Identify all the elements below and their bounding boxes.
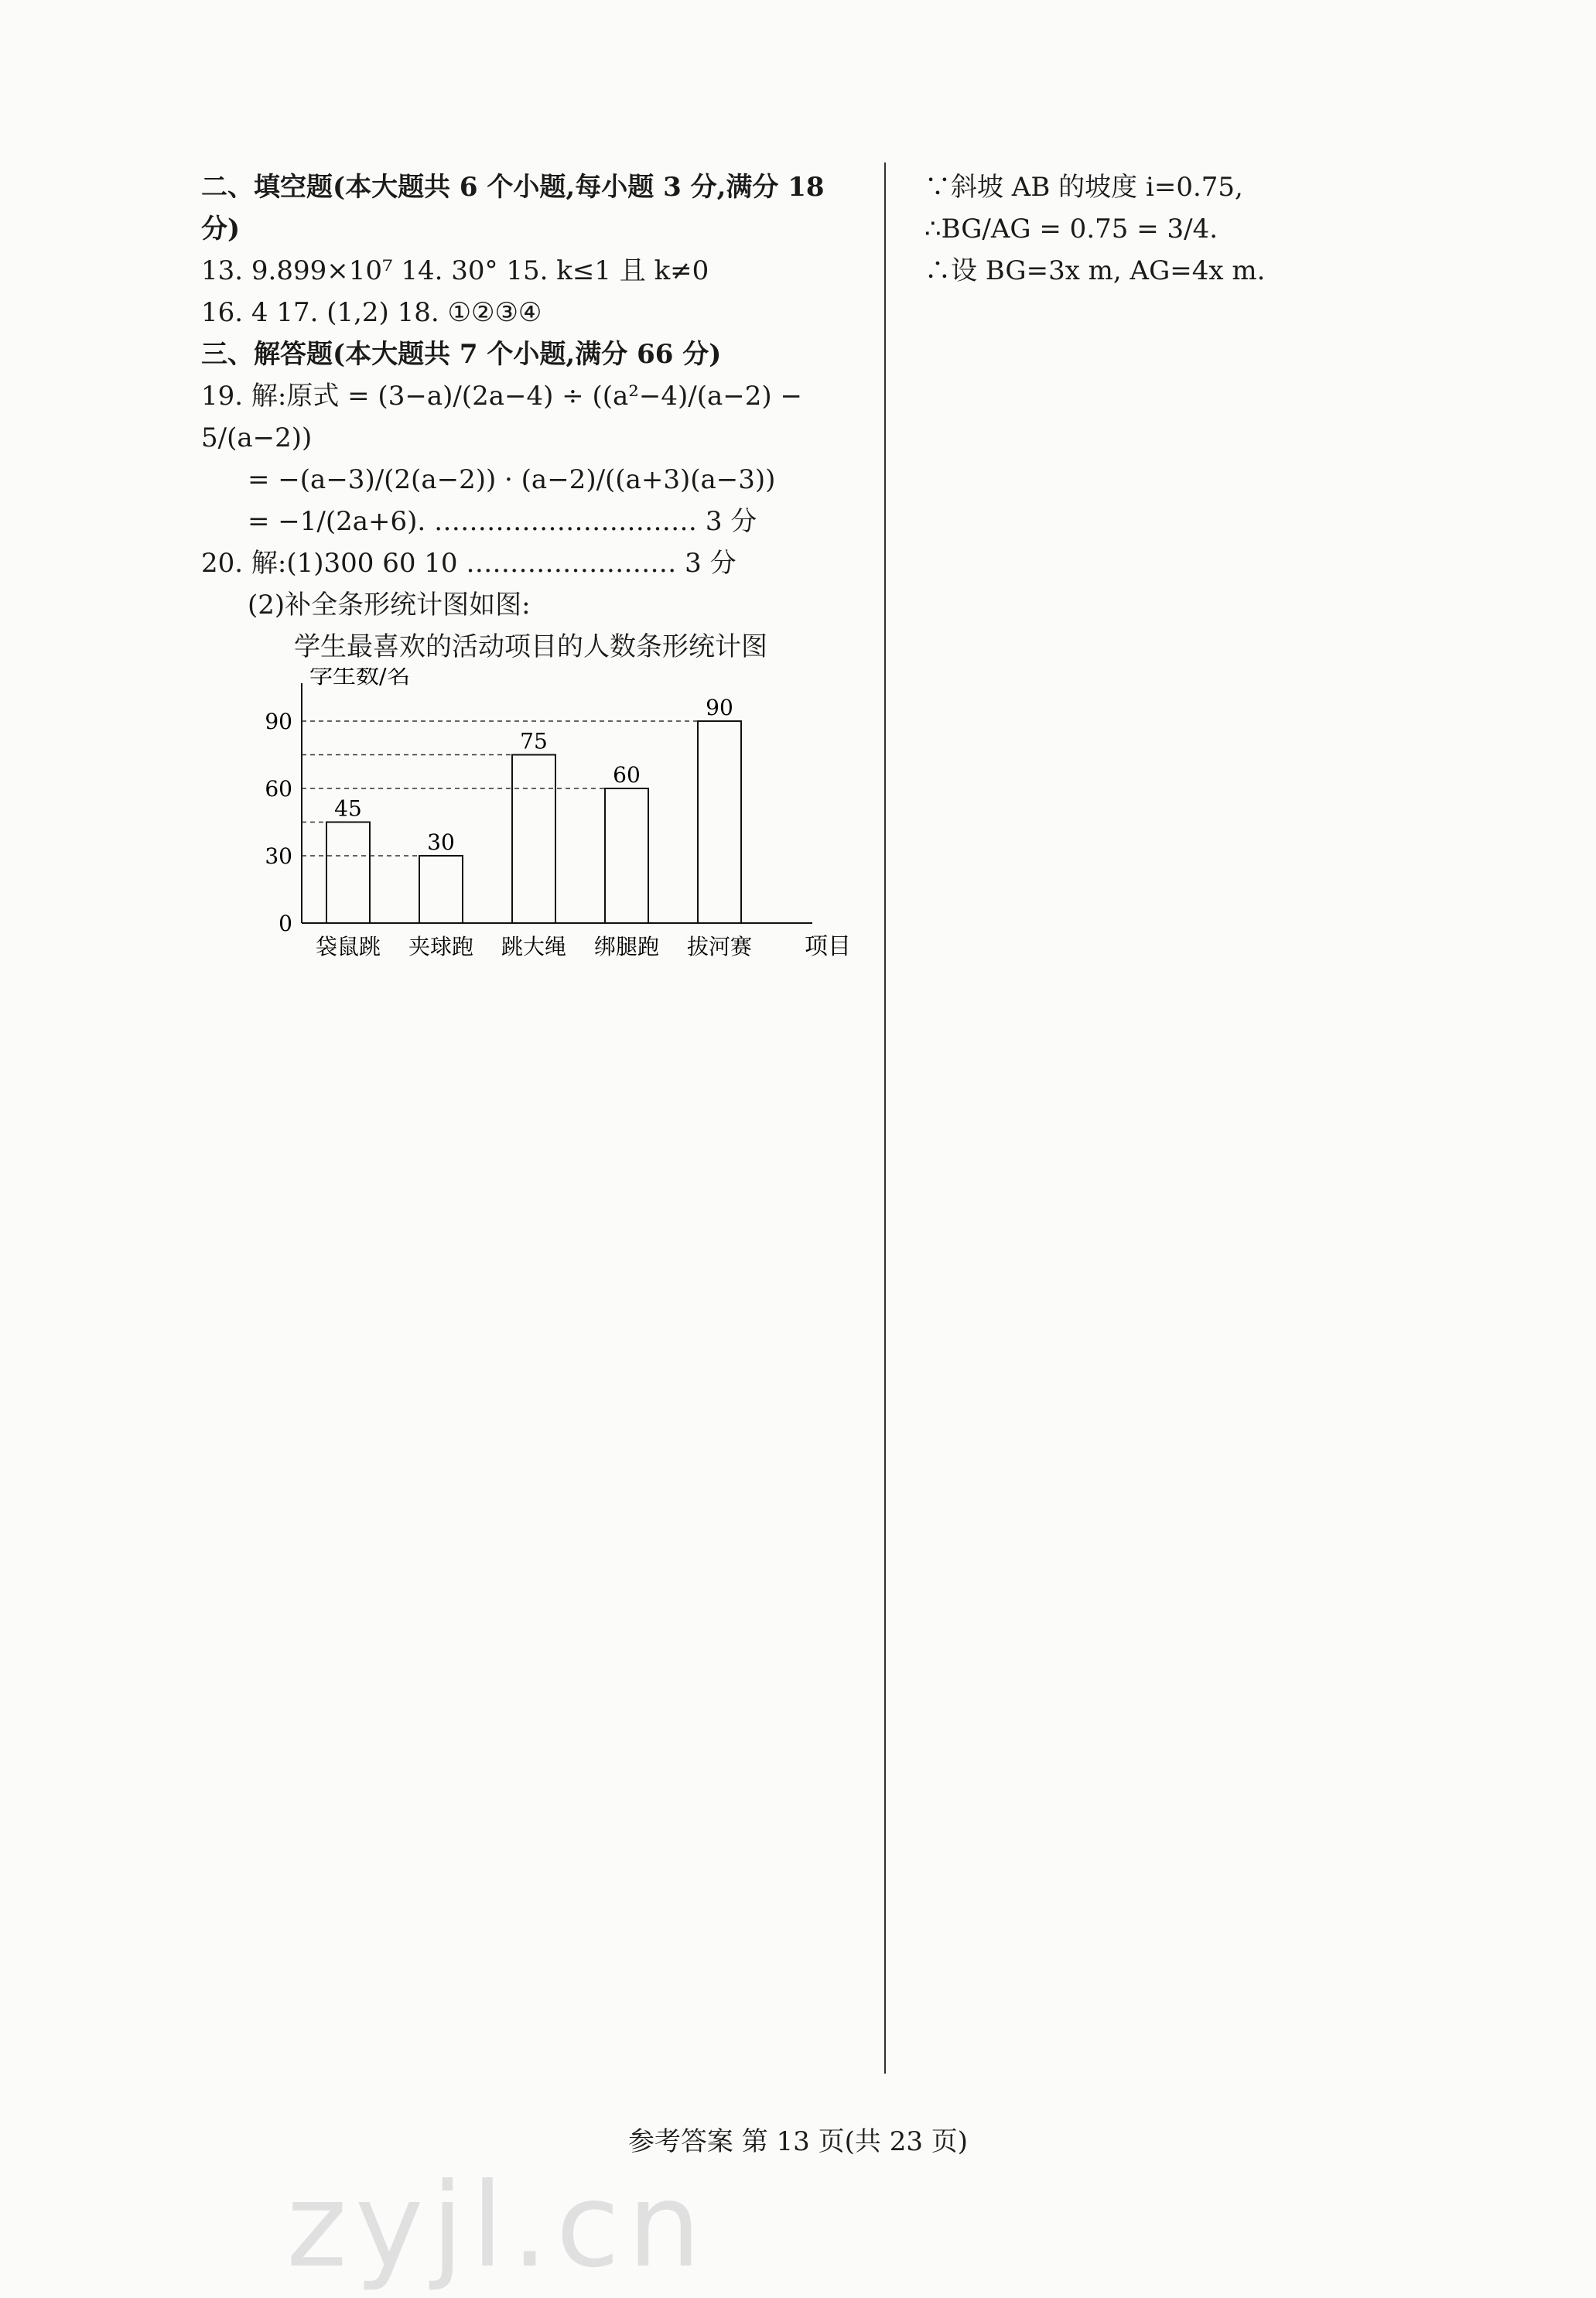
- y-tick-label: 90: [265, 709, 292, 734]
- y-axis-label: 学生数/名: [309, 668, 411, 689]
- category-label: 拔河赛: [686, 934, 753, 959]
- bar: [326, 822, 370, 924]
- category-label: 袋鼠跳: [315, 934, 381, 959]
- bar-value-label: 30: [427, 829, 455, 855]
- watermark: zyjl.cn: [286, 2159, 709, 2293]
- q19-line-2: = −(a−3)/(2(a−2)) · (a−2)/((a+3)(a−3)): [248, 464, 776, 495]
- right-column: [924, 166, 1574, 292]
- bar: [419, 856, 463, 923]
- section2-heading: 二、填空题(本大题共 6 个小题,每小题 3 分,满分 18 分): [201, 172, 825, 245]
- q19-line-1: 19. 解:原式 = (3−a)/(2a−4) ÷ ((a²−4)/(a−2) − 5/(a−2)): [201, 381, 802, 453]
- page-footer: 参考答案 第 13 页(共 23 页): [627, 2126, 969, 2157]
- category-label: 夹球跑: [408, 934, 474, 959]
- answer-line-1: 13. 9.899×10⁷ 14. 30° 15. k≤1 且 k≠0: [201, 255, 709, 286]
- column-divider: [884, 162, 886, 2074]
- q20-line-1: 20. 解:(1)300 60 10 …………………… 3 分: [201, 548, 736, 579]
- category-label: 绑腿跑: [593, 934, 660, 959]
- right-line-3: ∴设 BG=3x m, AG=4x m.: [924, 255, 1266, 286]
- right-line-2: ∴BG/AG = 0.75 = 3/4.: [924, 214, 1218, 245]
- answer-line-2: 16. 4 17. (1,2) 18. ①②③④: [201, 297, 542, 328]
- left-column: [201, 166, 866, 990]
- x-axis-label: 项目: [805, 933, 851, 960]
- y-tick-label: 60: [265, 776, 292, 802]
- right-line-1: ∵斜坡 AB 的坡度 i=0.75,: [924, 172, 1243, 203]
- y-tick-label: 30: [265, 843, 292, 869]
- section3-heading: 三、解答题(本大题共 7 个小题,满分 66 分): [201, 339, 722, 370]
- bar-chart: [201, 668, 866, 977]
- y-tick-label: 0: [279, 911, 292, 936]
- bar: [605, 788, 648, 923]
- bar-value-label: 45: [334, 795, 362, 822]
- bar-value-label: 90: [706, 695, 733, 720]
- bar: [698, 721, 741, 923]
- bar-value-label: 75: [520, 728, 548, 754]
- bar-value-label: 60: [613, 762, 641, 788]
- chart-title: 学生最喜欢的活动项目的人数条形统计图: [294, 631, 767, 662]
- q20-line-2: (2)补全条形统计图如图:: [248, 590, 531, 621]
- category-label: 跳大绳: [501, 934, 567, 959]
- q19-line-3: = −1/(2a+6). ………………………… 3 分: [248, 506, 757, 537]
- bar: [512, 755, 555, 924]
